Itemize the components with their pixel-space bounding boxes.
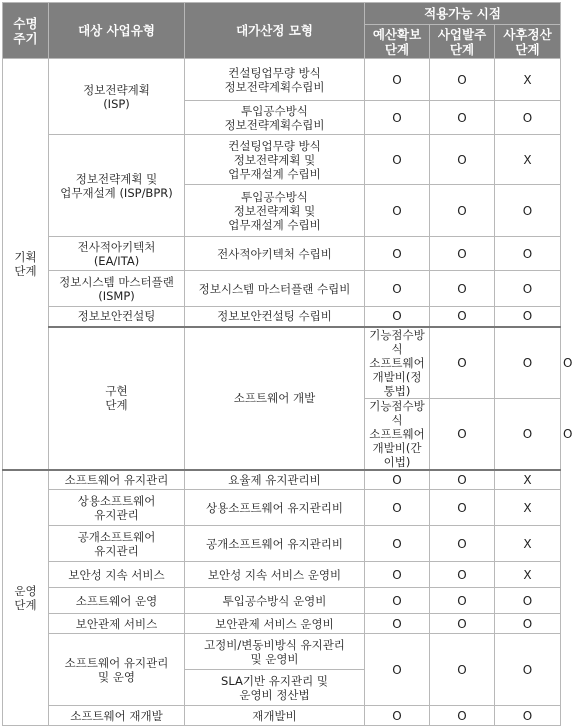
mark-cell: X [495,59,561,101]
mark-cell: O [495,307,561,327]
mark-cell: O [430,614,495,634]
business-security-consulting: 정보보안컨설팅 [49,307,185,327]
mark-cell: O [365,271,430,307]
mark-cell: O [495,398,561,470]
mark-cell: O [430,526,495,562]
header-settlement-stage: 사후정산 단계 [495,25,561,59]
mark-cell: X [495,526,561,562]
header-business-type: 대상 사업유형 [49,3,185,59]
mark-cell: O [365,237,430,271]
mark-cell: O [495,614,561,634]
model-cell: 고정비/변동비방식 유지관리 및 운영비 [185,634,365,670]
model-cell: 컨설팅업무량 방식 정보전략계획 및 업무재설계 수립비 [185,135,365,185]
model-cell: 기능점수방식 소프트웨어개발비(정통법) [365,327,430,399]
mark-cell: X [495,470,561,490]
header-lifecycle: 수명 주기 [3,3,49,59]
mark-cell: O [430,327,495,399]
mark-cell: O [365,307,430,327]
mark-cell: O [495,706,561,726]
model-cell: 정보보안컨설팅 수립비 [185,307,365,327]
business-isp-bpr: 정보전략계획 및 업무재설계 (ISP/BPR) [49,135,185,237]
mark-cell: O [430,706,495,726]
model-cell: 투입공수방식 정보전략계획 및 업무재설계 수립비 [185,185,365,237]
mark-cell: O [365,588,430,614]
business-ea: 전사적아키텍처 (EA/ITA) [49,237,185,271]
business-open-sw: 공개소프트웨어 유지관리 [49,526,185,562]
mark-cell: O [430,470,495,490]
model-cell: 정보시스템 마스터플랜 수립비 [185,271,365,307]
model-cell: 보안관제 서비스 운영비 [185,614,365,634]
business-sw-maintenance: 소프트웨어 유지관리 [49,470,185,490]
mark-cell: O [495,327,561,399]
mark-cell: O [365,59,430,101]
mark-cell: O [365,101,430,135]
mark-cell: O [365,490,430,526]
model-cell: 상용소프트웨어 유지관리비 [185,490,365,526]
model-cell: 전사적아키텍처 수립비 [185,237,365,271]
model-cell: 공개소프트웨어 유지관리비 [185,526,365,562]
mark-cell: O [430,185,495,237]
mark-cell: O [365,634,430,706]
business-sw-maint-operation: 소프트웨어 유지관리 및 운영 [49,634,185,706]
cost-model-table: 수명 주기 대상 사업유형 대가산정 모형 적용가능 시점 예산확보 단계 사업발주 단계 사후정산 단계 기획 단계 정보전략계획 (ISP) 컨설팅업무량 방식 정보전략계획수립비 O O X 투입공수방식 정보전략계획수립비 O O O 정보전략계획 및 업무재설계 (ISP/BPR) 컨설팅업무량 방식 정보전략계획 및 업무재설계 수립비 O O X 투입공수방식 정보전략계획 및 업무재설계 수립비 O O O 전사적아키텍처 (EA/ITA) 전사적아키텍처 수립비 O O O 정보시스템 마스터플랜 (ISMP) 정보시스템 마스터플랜 수립비 O O O 정보보안컨설팅 정보보안컨설팅 수립비 O O O 구현 단계 소프트웨어 개발 기능점수방식 소프트웨어개발비(정통법) O O O 기능점수방식 소프트웨어개발비(간이법) O O O 운영 단계 소프트웨어 유지관리 요율제 유지관리비 O O X 상용소프트웨어 유지관리 상용소프트웨어 유지관리비 O O X 공개소프트웨어 유지관리 공개소프트웨어 유지관리비 O O X 보안성 지속 서비스 보안성 지속 서비스 운영비 O O X 소프트웨어 운영 투입공수방식 운영비 O O O 보안관제 서비스 보안관제 서비스 운영비 O O O 소프트웨어 유지관리 및 운영 고정비/변동비방식 유지관리 및 운영비 O O O SLA기반 유지관리 및 운영비 정산법 소프트웨어 재개발 재개발비 O O O [2,2,561,726]
mark-cell: O [430,634,495,706]
mark-cell: O [495,185,561,237]
mark-cell: O [430,271,495,307]
mark-cell: O [495,588,561,614]
phase-implementation: 구현 단계 [49,327,185,470]
business-isp: 정보전략계획 (ISP) [49,59,185,135]
mark-cell: O [495,271,561,307]
phase-planning: 기획 단계 [3,59,49,470]
business-commercial-sw: 상용소프트웨어 유지관리 [49,490,185,526]
header-cost-model: 대가산정 모형 [185,3,365,59]
mark-cell: O [365,470,430,490]
model-cell: SLA기반 유지관리 및 운영비 정산법 [185,670,365,706]
mark-cell: O [430,237,495,271]
model-cell: 요율제 유지관리비 [185,470,365,490]
mark-cell: O [365,135,430,185]
mark-cell: X [495,562,561,588]
business-sw-redevelopment: 소프트웨어 재개발 [49,706,185,726]
mark-cell: O [365,562,430,588]
header-budget-stage: 예산확보 단계 [365,25,430,59]
business-sw-development: 소프트웨어 개발 [185,327,365,470]
mark-cell: X [495,135,561,185]
model-cell: 투입공수방식 운영비 [185,588,365,614]
header-applicable-timing: 적용가능 시점 [365,3,561,25]
mark-cell: O [365,614,430,634]
mark-cell: O [365,526,430,562]
business-security-service: 보안성 지속 서비스 [49,562,185,588]
model-cell: 보안성 지속 서비스 운영비 [185,562,365,588]
mark-cell: O [430,59,495,101]
mark-cell: O [430,588,495,614]
header-order-stage: 사업발주 단계 [430,25,495,59]
mark-cell: O [495,101,561,135]
mark-cell: O [365,706,430,726]
mark-cell: O [430,398,495,470]
business-sw-operation: 소프트웨어 운영 [49,588,185,614]
model-cell: 컨설팅업무량 방식 정보전략계획수립비 [185,59,365,101]
mark-cell: O [430,562,495,588]
phase-operation: 운영 단계 [3,470,49,726]
model-cell: 재개발비 [185,706,365,726]
mark-cell: O [495,237,561,271]
business-security-control: 보안관제 서비스 [49,614,185,634]
mark-cell: O [430,135,495,185]
mark-cell: O [430,101,495,135]
model-cell: 기능점수방식 소프트웨어개발비(간이법) [365,398,430,470]
mark-cell: O [430,307,495,327]
mark-cell: O [495,634,561,706]
mark-cell: O [365,185,430,237]
model-cell: 투입공수방식 정보전략계획수립비 [185,101,365,135]
mark-cell: X [495,490,561,526]
business-ismp: 정보시스템 마스터플랜 (ISMP) [49,271,185,307]
mark-cell: O [430,490,495,526]
